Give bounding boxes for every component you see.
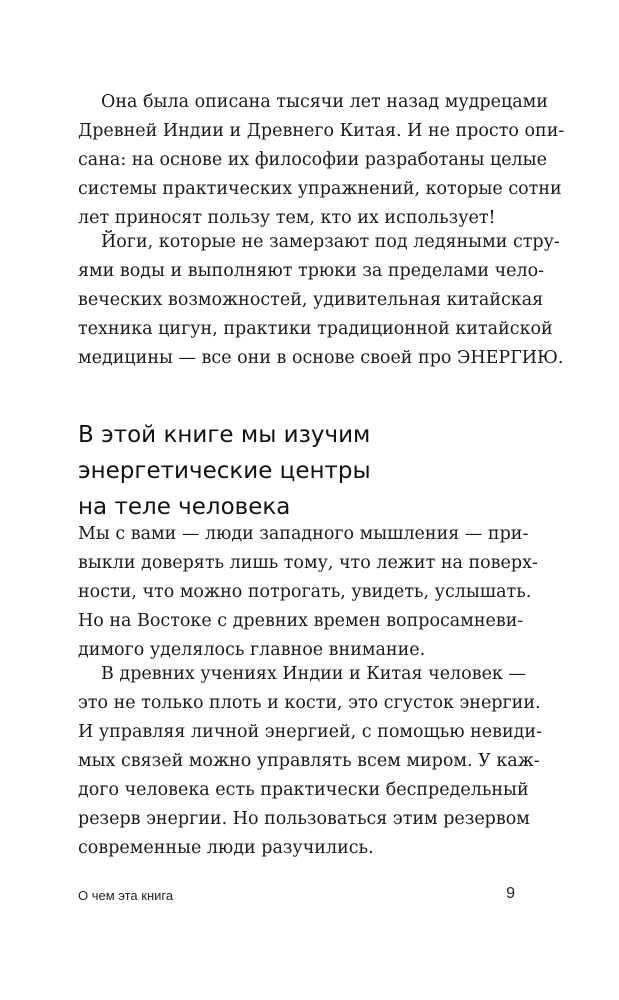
running-footer-title: О чем эта книга	[78, 888, 174, 903]
paragraph-line: резерв энергии. Но пользоваться этим резервом	[78, 809, 530, 829]
paragraph-line: выкли доверять лишь тому, что лежит на поверх-	[78, 553, 538, 573]
paragraph-line: В древних учениях Индии и Китая человек —	[101, 664, 526, 684]
paragraph-line: сана: на основе их философии разработаны целые	[78, 150, 547, 170]
paragraph-line: ями воды и выполняют трюки за пределами чело-	[78, 261, 545, 281]
paragraph-line: И управляя личной энергией, с помощью невиди-	[78, 722, 543, 742]
section-heading	[78, 417, 528, 525]
paragraph-line: веческих возможностей, удивительная китайская	[78, 290, 544, 310]
paragraph-line: Мы с вами — люди западного мышления — при-	[78, 524, 529, 544]
paragraph-line: ности, что можно потрогать, увидеть, услышать.	[78, 582, 532, 602]
paragraph-line: системы практических упражнений, которые сотни	[78, 179, 562, 199]
paragraph-line: лет приносят пользу тем, кто их использует!	[78, 208, 496, 228]
heading-line: В этой книге мы изучим	[78, 422, 371, 448]
paragraph-line: мых связей можно управлять всем миром. У каж-	[78, 751, 540, 771]
paragraph-line: современные люди разучились.	[78, 838, 374, 858]
paragraph-line: техника цигун, практики традиционной китайской	[78, 319, 553, 339]
paragraph-line: димого уделялось главное внимание.	[78, 640, 426, 660]
paragraph-line: дого человека есть практически беспредельный	[78, 780, 529, 800]
paragraph-line: это не только плоть и кости, это сгусток энергии.	[78, 693, 541, 713]
paragraph-line: Йоги, которые не замерзают под ледяными стру-	[101, 232, 560, 252]
paragraph-line: Она была описана тысячи лет назад мудрецами	[101, 92, 548, 112]
paragraph-line: Но на Востоке с древних времен вопросамневи-	[78, 611, 524, 631]
heading-line: энергетические центры	[78, 458, 371, 484]
paragraph-line: Древней Индии и Древнего Китая. И не просто опи-	[78, 121, 565, 141]
page-number: 9	[506, 885, 515, 902]
heading-line: на теле человека	[78, 494, 291, 520]
paragraph-line: медицины — все они в основе своей про ЭНЕРГИЮ.	[78, 348, 564, 368]
